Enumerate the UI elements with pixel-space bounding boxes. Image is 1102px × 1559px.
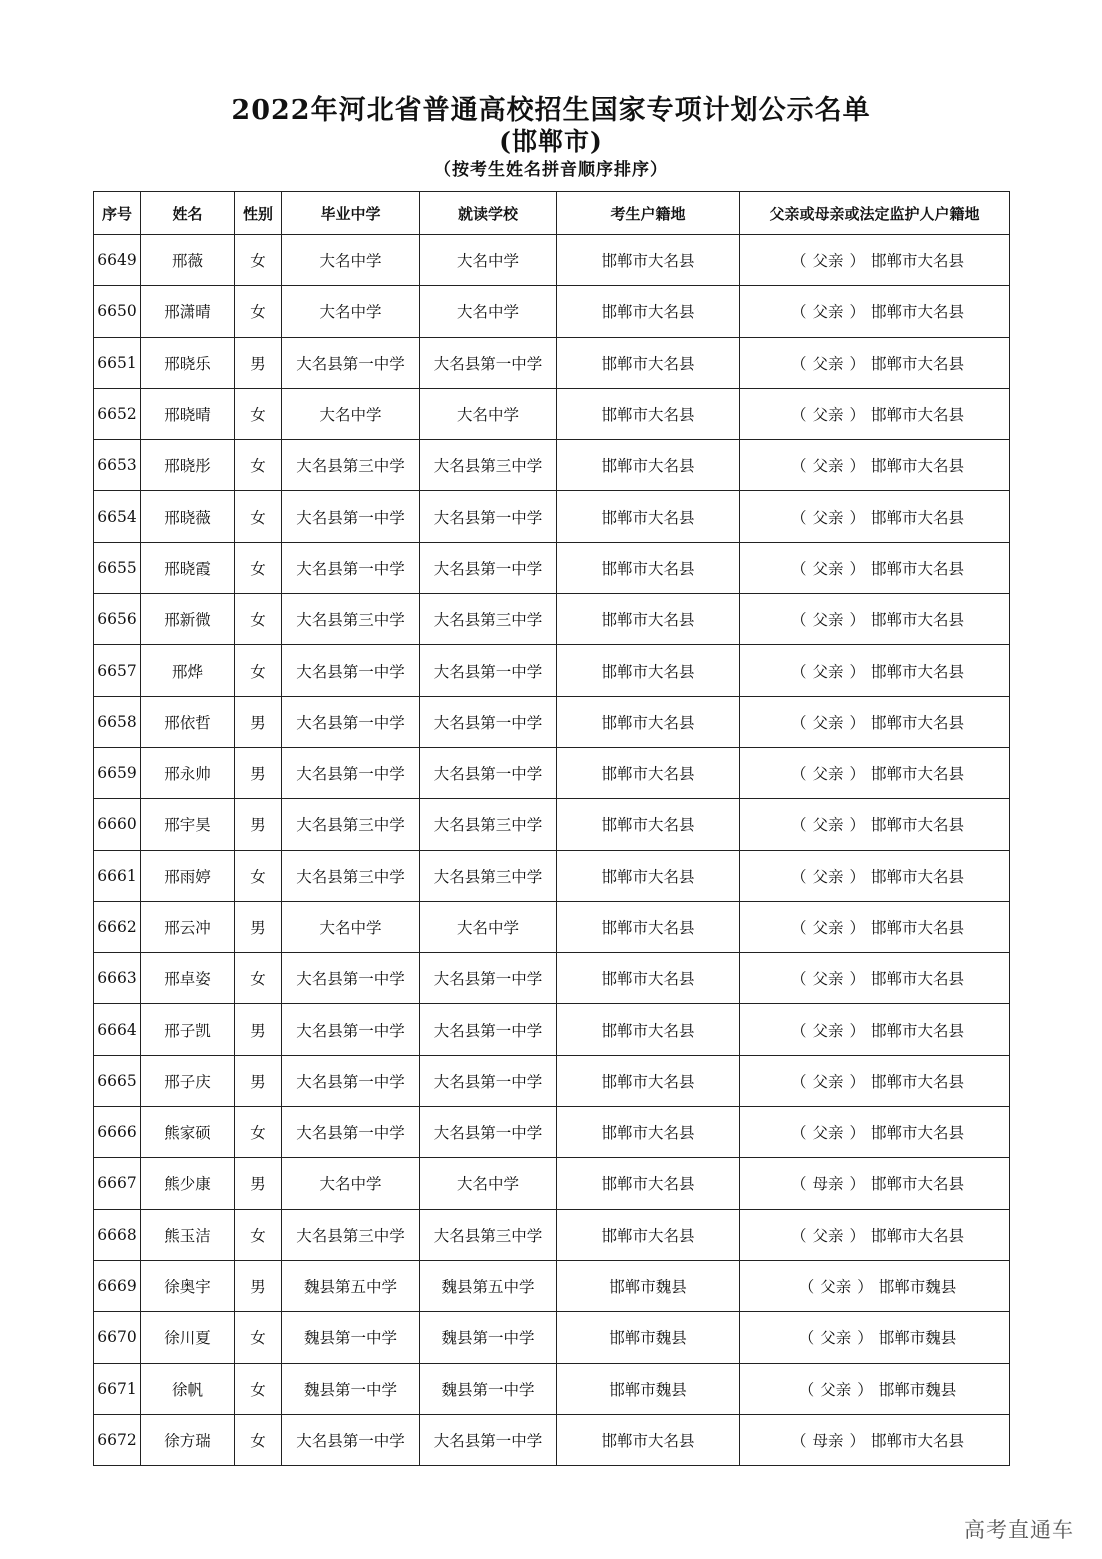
cell-seq: 6650 [94, 286, 141, 337]
cell-gender: 女 [235, 1312, 282, 1363]
guardian-place: 邯郸市魏县 [878, 1380, 957, 1399]
table-row [94, 337, 1010, 388]
cell-seq: 6651 [94, 337, 141, 388]
cell-gender: 女 [235, 1209, 282, 1260]
cell-guardian-hukou: （ 父亲 ） 邯郸市大名县 [740, 1107, 1010, 1158]
cell-seq: 6666 [94, 1107, 141, 1158]
cell-hukou: 邯郸市大名县 [557, 953, 740, 1004]
cell-gender: 女 [235, 542, 282, 593]
table-row [94, 1260, 1010, 1311]
guardian-place: 邯郸市大名县 [871, 970, 965, 989]
cell-gender: 女 [235, 953, 282, 1004]
cell-hukou: 邯郸市大名县 [557, 594, 740, 645]
cell-gender: 女 [235, 388, 282, 439]
cell-guardian-hukou: （ 父亲 ） 邯郸市大名县 [740, 235, 1010, 286]
cell-name: 邢晓乐 [141, 337, 235, 388]
guardian-place: 邯郸市大名县 [871, 559, 965, 578]
guardian-place: 邯郸市大名县 [871, 406, 965, 425]
cell-name: 邢晓彤 [141, 440, 235, 491]
cell-grad-school: 大名县第三中学 [282, 850, 420, 901]
table-row [94, 901, 1010, 952]
cell-guardian-hukou: （ 父亲 ） 邯郸市大名县 [740, 696, 1010, 747]
cell-seq: 6654 [94, 491, 141, 542]
guardian-relation: 父亲 [812, 970, 844, 989]
cell-seq: 6653 [94, 440, 141, 491]
table-row [94, 1209, 1010, 1260]
cell-grad-school: 大名县第一中学 [282, 1004, 420, 1055]
guardian-relation: 母亲 [812, 1431, 844, 1450]
cell-name: 邢宇昊 [141, 799, 235, 850]
guardian-place: 邯郸市大名县 [871, 867, 965, 886]
table-row [94, 953, 1010, 1004]
cell-study-school: 大名中学 [420, 388, 557, 439]
cell-seq: 6670 [94, 1312, 141, 1363]
cell-study-school: 大名县第三中学 [420, 440, 557, 491]
cell-hukou: 邯郸市大名县 [557, 645, 740, 696]
cell-grad-school: 大名中学 [282, 388, 420, 439]
guardian-relation: 父亲 [812, 1072, 844, 1091]
cell-name: 熊少康 [141, 1158, 235, 1209]
cell-grad-school: 大名县第一中学 [282, 1414, 420, 1465]
cell-seq: 6663 [94, 953, 141, 1004]
cell-gender: 女 [235, 1414, 282, 1465]
cell-study-school: 魏县第一中学 [420, 1363, 557, 1414]
cell-grad-school: 大名中学 [282, 901, 420, 952]
cell-name: 邢薇 [141, 235, 235, 286]
cell-name: 邢子庆 [141, 1055, 235, 1106]
cell-guardian-hukou: （ 父亲 ） 邯郸市大名县 [740, 286, 1010, 337]
cell-grad-school: 大名县第一中学 [282, 645, 420, 696]
cell-grad-school: 大名县第一中学 [282, 747, 420, 798]
table-row [94, 388, 1010, 439]
cell-study-school: 大名县第一中学 [420, 696, 557, 747]
cell-guardian-hukou: （ 父亲 ） 邯郸市魏县 [740, 1260, 1010, 1311]
cell-guardian-hukou: （ 父亲 ） 邯郸市大名县 [740, 542, 1010, 593]
cell-grad-school: 魏县第一中学 [282, 1312, 420, 1363]
guardian-place: 邯郸市魏县 [878, 1278, 957, 1297]
table-row [94, 1158, 1010, 1209]
cell-seq: 6657 [94, 645, 141, 696]
guardian-relation: 母亲 [812, 1175, 844, 1194]
guardian-relation: 父亲 [812, 816, 844, 835]
cell-hukou: 邯郸市大名县 [557, 286, 740, 337]
header-study-school: 就读学校 [420, 192, 557, 235]
cell-gender: 男 [235, 1260, 282, 1311]
cell-hukou: 邯郸市大名县 [557, 799, 740, 850]
cell-grad-school: 大名中学 [282, 286, 420, 337]
cell-hukou: 邯郸市大名县 [557, 747, 740, 798]
cell-guardian-hukou: （ 父亲 ） 邯郸市大名县 [740, 1209, 1010, 1260]
guardian-relation: 父亲 [820, 1278, 852, 1297]
table-row [94, 542, 1010, 593]
cell-name: 邢晓霞 [141, 542, 235, 593]
cell-guardian-hukou: （ 父亲 ） 邯郸市大名县 [740, 388, 1010, 439]
cell-study-school: 大名中学 [420, 235, 557, 286]
cell-hukou: 邯郸市魏县 [557, 1260, 740, 1311]
cell-study-school: 大名县第一中学 [420, 1107, 557, 1158]
cell-name: 邢卓姿 [141, 953, 235, 1004]
cell-gender: 男 [235, 337, 282, 388]
cell-hukou: 邯郸市大名县 [557, 1158, 740, 1209]
table-row [94, 747, 1010, 798]
cell-name: 熊家硕 [141, 1107, 235, 1158]
cell-hukou: 邯郸市大名县 [557, 440, 740, 491]
cell-hukou: 邯郸市大名县 [557, 696, 740, 747]
cell-name: 邢新微 [141, 594, 235, 645]
cell-gender: 女 [235, 645, 282, 696]
cell-study-school: 大名县第一中学 [420, 1055, 557, 1106]
cell-hukou: 邯郸市魏县 [557, 1363, 740, 1414]
cell-study-school: 魏县第五中学 [420, 1260, 557, 1311]
guardian-place: 邯郸市大名县 [871, 1226, 965, 1245]
cell-study-school: 魏县第一中学 [420, 1312, 557, 1363]
cell-gender: 女 [235, 1363, 282, 1414]
cell-guardian-hukou: （ 父亲 ） 邯郸市大名县 [740, 1004, 1010, 1055]
cell-guardian-hukou: （ 母亲 ） 邯郸市大名县 [740, 1414, 1010, 1465]
cell-seq: 6659 [94, 747, 141, 798]
cell-guardian-hukou: （ 父亲 ） 邯郸市大名县 [740, 491, 1010, 542]
cell-seq: 6658 [94, 696, 141, 747]
guardian-relation: 父亲 [812, 1124, 844, 1143]
guardian-relation: 父亲 [812, 508, 844, 527]
cell-study-school: 大名县第三中学 [420, 799, 557, 850]
cell-study-school: 大名县第一中学 [420, 542, 557, 593]
guardian-relation: 父亲 [812, 1226, 844, 1245]
cell-gender: 女 [235, 594, 282, 645]
cell-guardian-hukou: （ 父亲 ） 邯郸市魏县 [740, 1363, 1010, 1414]
cell-study-school: 大名县第三中学 [420, 1209, 557, 1260]
cell-study-school: 大名县第一中学 [420, 1414, 557, 1465]
guardian-place: 邯郸市大名县 [871, 303, 965, 322]
guardian-place: 邯郸市大名县 [871, 713, 965, 732]
table-row [94, 286, 1010, 337]
table-row [94, 850, 1010, 901]
cell-seq: 6652 [94, 388, 141, 439]
guardian-relation: 父亲 [812, 1021, 844, 1040]
cell-gender: 男 [235, 1004, 282, 1055]
table-row [94, 235, 1010, 286]
guardian-place: 邯郸市大名县 [871, 1021, 965, 1040]
cell-grad-school: 大名县第一中学 [282, 696, 420, 747]
cell-hukou: 邯郸市大名县 [557, 850, 740, 901]
cell-gender: 男 [235, 1158, 282, 1209]
cell-study-school: 大名中学 [420, 901, 557, 952]
cell-seq: 6649 [94, 235, 141, 286]
cell-hukou: 邯郸市大名县 [557, 1055, 740, 1106]
watermark-text: 高考直通车 [964, 1518, 1074, 1542]
guardian-relation: 父亲 [812, 919, 844, 937]
cell-seq: 6664 [94, 1004, 141, 1055]
cell-study-school: 大名县第一中学 [420, 491, 557, 542]
cell-name: 徐方瑞 [141, 1414, 235, 1465]
guardian-relation: 父亲 [812, 713, 844, 732]
cell-study-school: 大名县第一中学 [420, 645, 557, 696]
cell-grad-school: 大名县第一中学 [282, 542, 420, 593]
cell-hukou: 邯郸市大名县 [557, 235, 740, 286]
cell-study-school: 大名县第三中学 [420, 594, 557, 645]
cell-guardian-hukou: （ 父亲 ） 邯郸市大名县 [740, 850, 1010, 901]
header-name: 姓名 [141, 192, 235, 235]
cell-name: 邢依哲 [141, 696, 235, 747]
guardian-place: 邯郸市大名县 [871, 1124, 965, 1143]
cell-grad-school: 大名县第三中学 [282, 440, 420, 491]
cell-guardian-hukou: （ 父亲 ） 邯郸市大名县 [740, 1055, 1010, 1106]
cell-grad-school: 魏县第一中学 [282, 1363, 420, 1414]
table-row [94, 1414, 1010, 1465]
guardian-relation: 父亲 [812, 354, 844, 373]
cell-grad-school: 大名中学 [282, 235, 420, 286]
cell-gender: 男 [235, 747, 282, 798]
table-row [94, 645, 1010, 696]
guardian-relation: 父亲 [812, 765, 844, 784]
cell-gender: 女 [235, 491, 282, 542]
cell-gender: 女 [235, 850, 282, 901]
sort-note: （按考生姓名拼音顺序排序） [434, 160, 668, 180]
cell-gender: 男 [235, 901, 282, 952]
guardian-relation: 父亲 [812, 303, 844, 322]
cell-hukou: 邯郸市大名县 [557, 1209, 740, 1260]
table-row [94, 491, 1010, 542]
cell-grad-school: 大名县第一中学 [282, 491, 420, 542]
guardian-relation: 父亲 [812, 662, 844, 681]
cell-hukou: 邯郸市魏县 [557, 1312, 740, 1363]
guardian-place: 邯郸市大名县 [871, 1072, 965, 1091]
cell-guardian-hukou: （ 父亲 ） 邯郸市大名县 [740, 901, 1010, 952]
cell-grad-school: 大名县第三中学 [282, 799, 420, 850]
cell-grad-school: 大名中学 [282, 1158, 420, 1209]
cell-name: 徐奥宇 [141, 1260, 235, 1311]
cell-study-school: 大名中学 [420, 286, 557, 337]
cell-grad-school: 大名县第一中学 [282, 337, 420, 388]
guardian-relation: 父亲 [820, 1380, 852, 1399]
cell-name: 邢雨婷 [141, 850, 235, 901]
header-grad-school: 毕业中学 [282, 192, 420, 235]
cell-name: 邢烨 [141, 645, 235, 696]
roster-table [93, 191, 1010, 1466]
cell-hukou: 邯郸市大名县 [557, 388, 740, 439]
cell-gender: 女 [235, 440, 282, 491]
guardian-place: 邯郸市大名县 [871, 662, 965, 681]
table-row [94, 1107, 1010, 1158]
guardian-relation: 父亲 [820, 1329, 852, 1348]
cell-grad-school: 大名县第一中学 [282, 1107, 420, 1158]
cell-hukou: 邯郸市大名县 [557, 337, 740, 388]
cell-gender: 男 [235, 1055, 282, 1106]
guardian-relation: 父亲 [812, 611, 844, 630]
cell-seq: 6665 [94, 1055, 141, 1106]
cell-guardian-hukou: （ 父亲 ） 邯郸市魏县 [740, 1312, 1010, 1363]
header-seq: 序号 [94, 192, 141, 235]
guardian-place: 邯郸市大名县 [871, 611, 965, 630]
cell-seq: 6660 [94, 799, 141, 850]
cell-guardian-hukou: （ 父亲 ） 邯郸市大名县 [740, 440, 1010, 491]
cell-seq: 6669 [94, 1260, 141, 1311]
cell-seq: 6661 [94, 850, 141, 901]
cell-guardian-hukou: （ 母亲 ） 邯郸市大名县 [740, 1158, 1010, 1209]
cell-seq: 6672 [94, 1414, 141, 1465]
cell-grad-school: 大名县第一中学 [282, 953, 420, 1004]
table-row [94, 1363, 1010, 1414]
table-body [94, 235, 1010, 1466]
guardian-place: 邯郸市大名县 [871, 354, 965, 373]
cell-hukou: 邯郸市大名县 [557, 491, 740, 542]
cell-study-school: 大名县第一中学 [420, 953, 557, 1004]
cell-guardian-hukou: （ 父亲 ） 邯郸市大名县 [740, 645, 1010, 696]
table-row [94, 594, 1010, 645]
cell-study-school: 大名县第一中学 [420, 1004, 557, 1055]
cell-hukou: 邯郸市大名县 [557, 542, 740, 593]
cell-name: 邢永帅 [141, 747, 235, 798]
cell-name: 邢云冲 [141, 901, 235, 952]
cell-guardian-hukou: （ 父亲 ） 邯郸市大名县 [740, 747, 1010, 798]
cell-hukou: 邯郸市大名县 [557, 1004, 740, 1055]
guardian-relation: 父亲 [812, 559, 844, 578]
guardian-relation: 父亲 [812, 457, 844, 476]
cell-seq: 6668 [94, 1209, 141, 1260]
cell-seq: 6667 [94, 1158, 141, 1209]
cell-guardian-hukou: （ 父亲 ） 邯郸市大名县 [740, 953, 1010, 1004]
header-gender: 性别 [235, 192, 282, 235]
cell-hukou: 邯郸市大名县 [557, 1107, 740, 1158]
header-hukou: 考生户籍地 [557, 192, 740, 235]
cell-guardian-hukou: （ 父亲 ） 邯郸市大名县 [740, 337, 1010, 388]
cell-seq: 6655 [94, 542, 141, 593]
cell-seq: 6671 [94, 1363, 141, 1414]
cell-name: 熊玉洁 [141, 1209, 235, 1260]
cell-gender: 女 [235, 235, 282, 286]
guardian-place: 邯郸市大名县 [871, 816, 965, 835]
guardian-place: 邯郸市大名县 [871, 252, 965, 271]
cell-name: 邢子凯 [141, 1004, 235, 1055]
cell-grad-school: 大名县第三中学 [282, 1209, 420, 1260]
table-row [94, 1312, 1010, 1363]
cell-name: 徐帆 [141, 1363, 235, 1414]
cell-guardian-hukou: （ 父亲 ） 邯郸市大名县 [740, 799, 1010, 850]
cell-name: 邢晓晴 [141, 388, 235, 439]
cell-study-school: 大名县第一中学 [420, 747, 557, 798]
cell-grad-school: 魏县第五中学 [282, 1260, 420, 1311]
guardian-place: 邯郸市大名县 [871, 765, 965, 784]
guardian-place: 邯郸市大名县 [871, 1175, 965, 1194]
guardian-place: 邯郸市大名县 [871, 919, 965, 937]
table-row [94, 696, 1010, 747]
cell-name: 邢晓薇 [141, 491, 235, 542]
cell-gender: 女 [235, 286, 282, 337]
cell-hukou: 邯郸市大名县 [557, 901, 740, 952]
guardian-relation: 父亲 [812, 252, 844, 271]
cell-grad-school: 大名县第一中学 [282, 1055, 420, 1106]
guardian-place: 邯郸市大名县 [871, 1431, 965, 1450]
table-row [94, 1055, 1010, 1106]
cell-name: 邢潇晴 [141, 286, 235, 337]
guardian-place: 邯郸市魏县 [878, 1329, 957, 1348]
cell-seq: 6662 [94, 901, 141, 952]
guardian-place: 邯郸市大名县 [871, 508, 965, 527]
cell-guardian-hukou: （ 父亲 ） 邯郸市大名县 [740, 594, 1010, 645]
cell-gender: 女 [235, 1107, 282, 1158]
guardian-relation: 父亲 [812, 406, 844, 425]
cell-study-school: 大名中学 [420, 1158, 557, 1209]
cell-grad-school: 大名县第三中学 [282, 594, 420, 645]
cell-name: 徐川夏 [141, 1312, 235, 1363]
cell-seq: 6656 [94, 594, 141, 645]
table-row [94, 440, 1010, 491]
cell-gender: 男 [235, 799, 282, 850]
cell-gender: 男 [235, 696, 282, 747]
cell-hukou: 邯郸市大名县 [557, 1414, 740, 1465]
page-title: 2022年河北省普通高校招生国家专项计划公示名单 [231, 95, 871, 126]
table-row [94, 1004, 1010, 1055]
header-guardian-hukou: 父亲或母亲或法定监护人户籍地 [740, 192, 1010, 235]
cell-study-school: 大名县第一中学 [420, 337, 557, 388]
table-row [94, 799, 1010, 850]
guardian-place: 邯郸市大名县 [871, 457, 965, 476]
page-subtitle-city: (邯郸市) [499, 127, 603, 156]
table-header-row [94, 192, 1010, 235]
guardian-relation: 父亲 [812, 867, 844, 886]
cell-study-school: 大名县第三中学 [420, 850, 557, 901]
